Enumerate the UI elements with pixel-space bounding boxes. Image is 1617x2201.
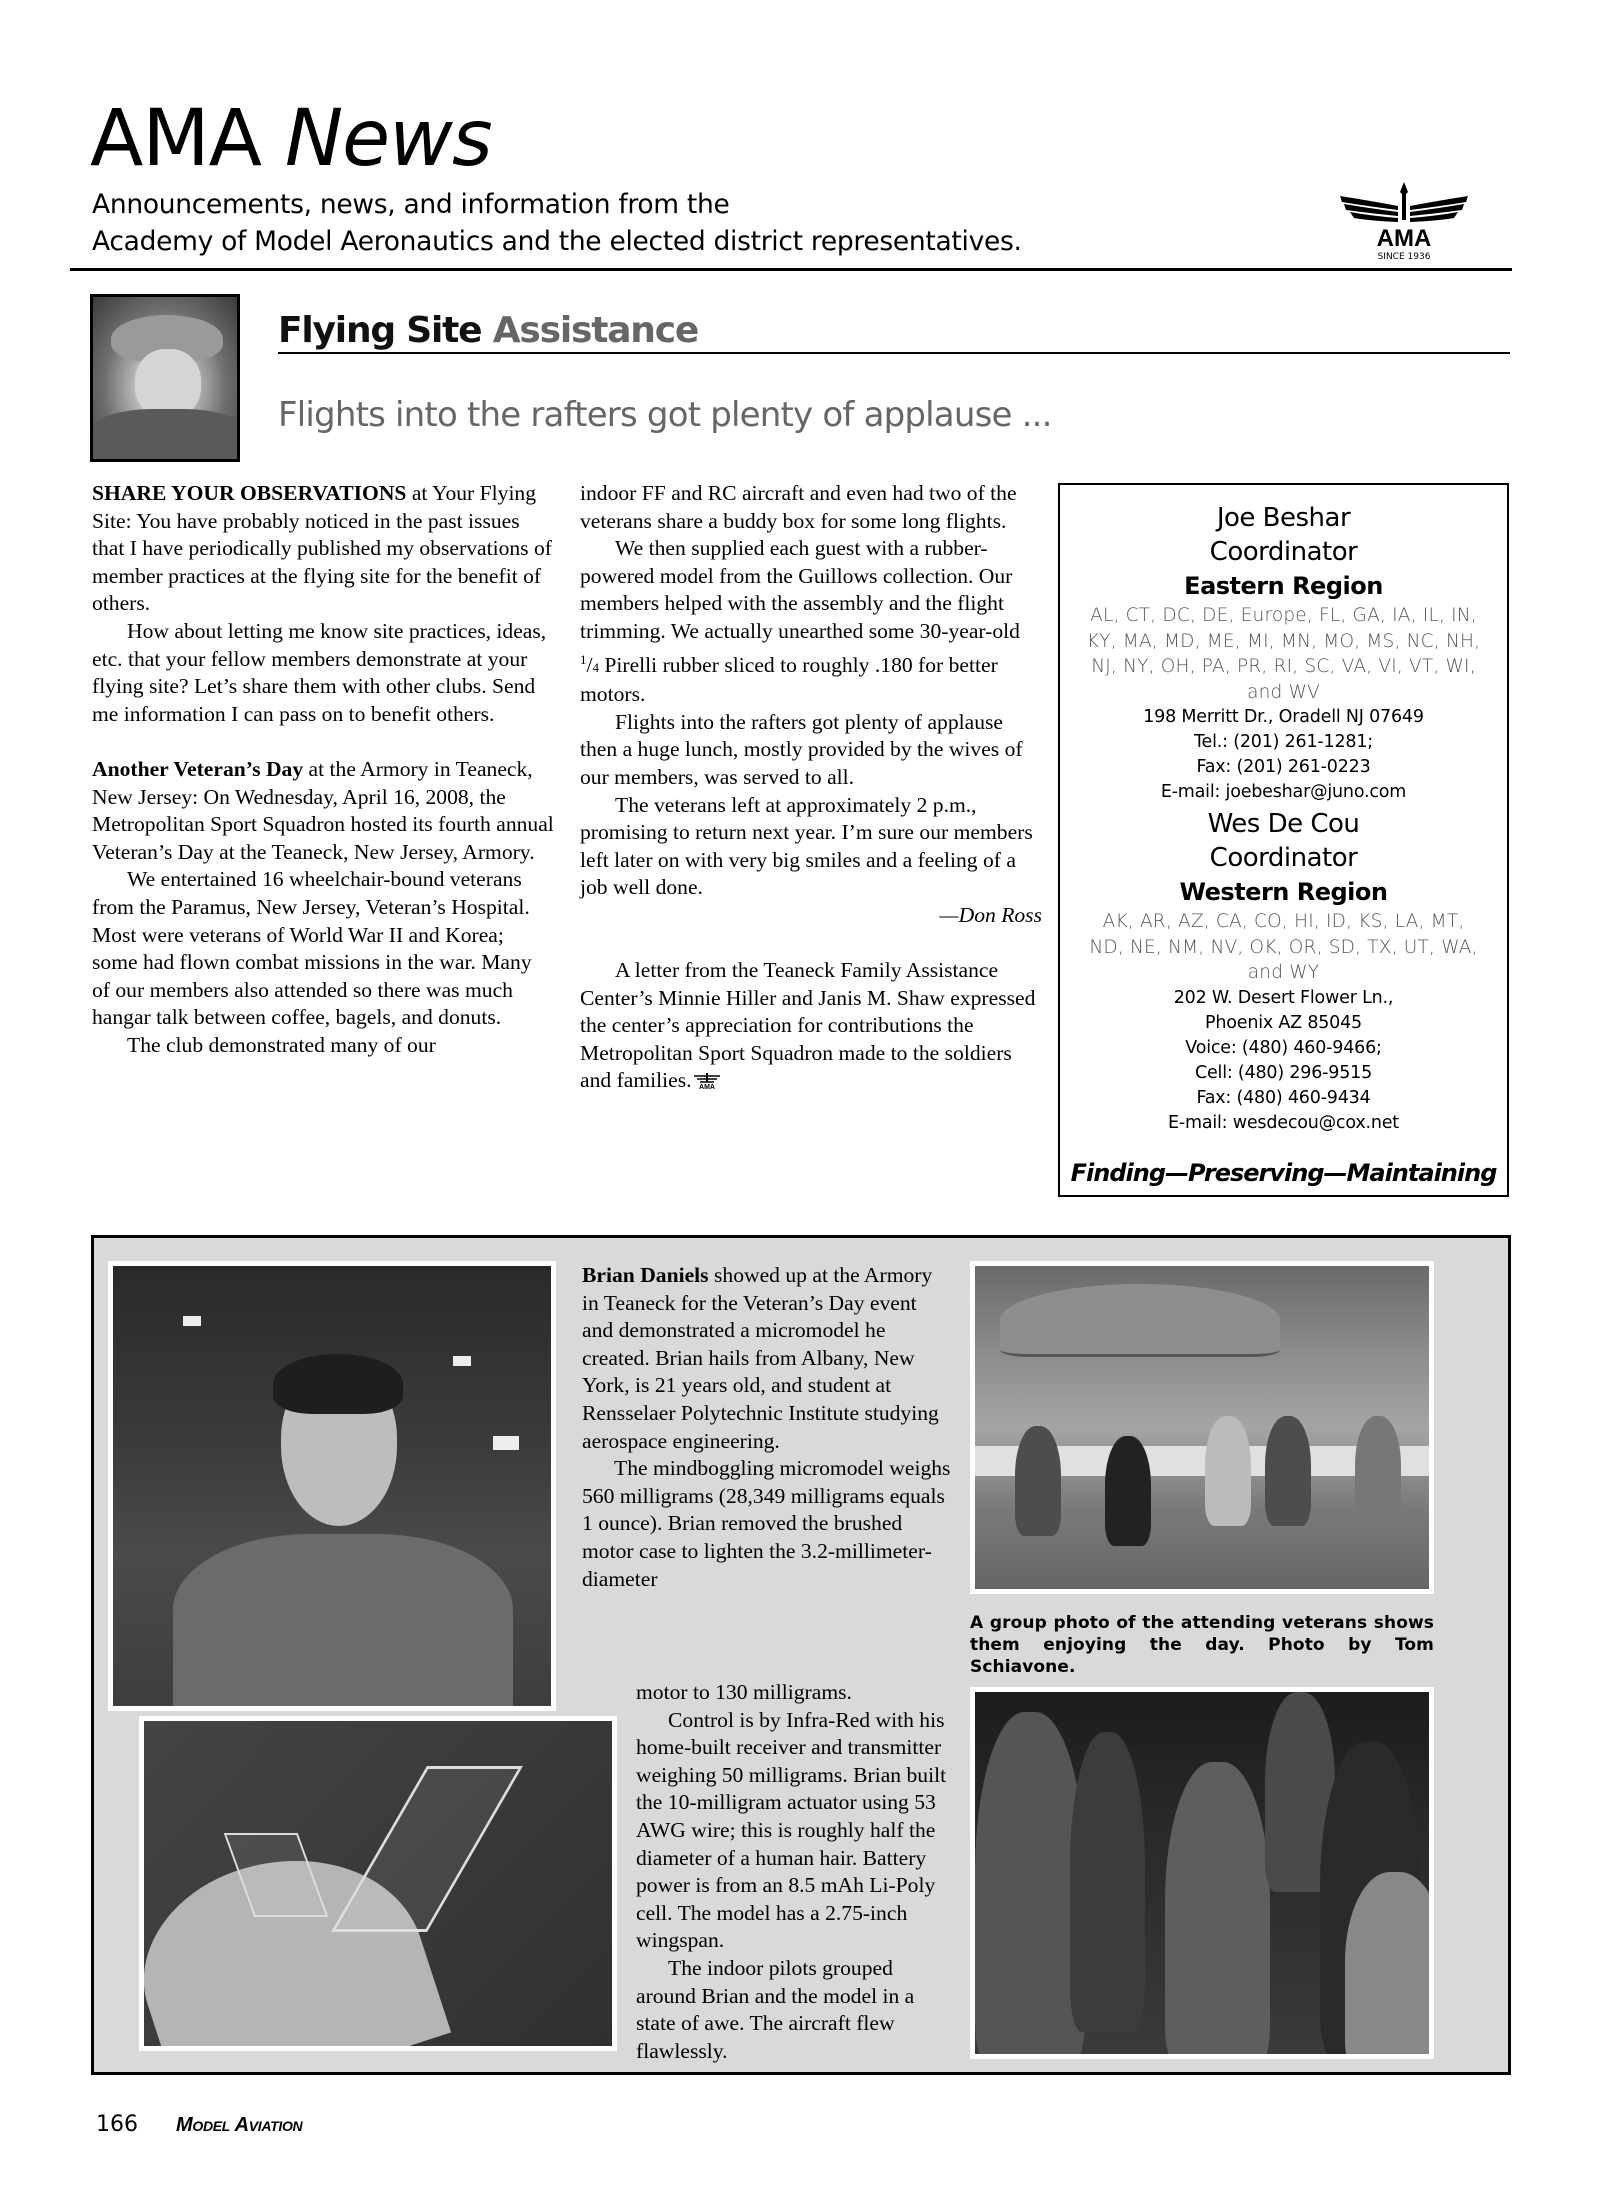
ama-end-mark-icon	[692, 1073, 722, 1089]
fraction-numerator: 1	[580, 651, 587, 667]
header-divider	[70, 268, 1512, 271]
article-paragraph	[580, 957, 1042, 1095]
person-shape	[1355, 1416, 1401, 1526]
column-title	[278, 310, 699, 351]
person-shape	[975, 1712, 1085, 2059]
photo-micromodel	[139, 1716, 617, 2051]
publication-name: Model Aviation	[176, 2114, 303, 2136]
person-shape	[1070, 1732, 1145, 2032]
article-paragraph	[92, 756, 554, 866]
contact-address: 202 W. Desert Flower Ln.,	[1173, 987, 1394, 1008]
article-column-2	[580, 480, 1042, 1095]
sidebar-paragraph: motor to 130 milligrams.	[636, 1680, 852, 1704]
article-paragraph: We then supplied each guest with a rubber-powered model from the Guillows collection. Our members helped with the assembly and the flight trimming. We actually unearthed some 30-year-old $^1$/4 Pirelli rubber sliced to roughly .180 for better motors.	[580, 536, 1020, 707]
contact-email-link[interactable]: E-mail: joebeshar@juno.com	[1160, 782, 1407, 802]
author-headshot	[90, 294, 240, 462]
article-paragraph: The veterans left at approximately 2 p.m., promising to return next year. I’m sure our members left later on with very big smiles and a feeling of a job well done.	[580, 792, 1033, 900]
contact-city: Phoenix AZ 85045	[1205, 1012, 1362, 1033]
article-paragraph: We entertained 16 wheelchair-bound veterans from the Paramus, New Jersey, Veteran’s Hospital. Most were veterans of World War II and Korea; some had flown combat missions in the war. Many of our members also attended so there was much hangar talk between coffee, bagels, and donuts.	[92, 867, 532, 1030]
article-paragraph: The club demonstrated many of our	[127, 1032, 436, 1057]
contact-states: AK, AR, AZ, CA, CO, HI, ID, KS, LA, MT, ND, NE, NM, NV, OK, OR, SD, TX, UT, WA, and WY	[1089, 911, 1478, 983]
shirt-shape	[93, 409, 240, 459]
article-column-1	[92, 480, 554, 1059]
logo-since: SINCE 1936	[1377, 252, 1431, 262]
contact-name: Wes De Cou	[1207, 809, 1360, 839]
paragraph-lead: Another Veteran’s Day	[92, 756, 304, 781]
author-signoff: —Don Ross	[939, 902, 1042, 927]
person-shape	[1205, 1416, 1251, 1526]
ama-wings-logo-icon	[1336, 180, 1472, 262]
column-title-light: Assistance	[492, 310, 699, 351]
masthead-title-ama: AMA	[90, 94, 262, 184]
paragraph-text: Pirelli rubber sliced to roughly .180 for better motors.	[580, 652, 998, 707]
contact-western	[1060, 805, 1507, 1136]
contact-states: AL, CT, DC, DE, Europe, FL, GA, IA, IL, IN, KY, MA, MD, ME, MI, MN, MO, MS, NC, NH, NJ, NY, OH, PA, PR, RI, SC, VA, VI, VT, WI, and WV	[1086, 605, 1481, 703]
person-shape	[1165, 1762, 1270, 2059]
column-subtitle: Flights into the rafters got plenty of applause ...	[278, 395, 1052, 435]
sidebar-text-block-continued	[636, 1679, 956, 2065]
contact-address: 198 Merritt Dr., Oradell NJ 07649	[1143, 707, 1424, 727]
photo-caption: A group photo of the attending veterans shows them enjoying the day. Photo by Tom Schiavone.	[970, 1613, 1434, 1677]
person-shape	[1105, 1436, 1151, 1546]
ceiling-light	[453, 1356, 471, 1366]
ama-logo	[1336, 180, 1472, 262]
svg-text:AMA: AMA	[698, 1084, 715, 1090]
article-paragraph: How about letting me know site practices, ideas, etc. that your fellow members demonstrate at your flying site? Let’s share them with other clubs. Send me information I can pass on to benefit others.	[92, 618, 547, 726]
paragraph-text: at Your Flying Site: You have probably noticed in the past issues that I have periodically published my observations of member practices at the flying site for the benefit of others.	[92, 481, 552, 616]
contact-eastern	[1060, 485, 1507, 805]
contact-region: Western Region	[1179, 878, 1388, 906]
person-shape	[1345, 1872, 1434, 2059]
person-shape	[1265, 1416, 1311, 1526]
article-paragraph: indoor FF and RC aircraft and even had two of the veterans share a buddy box for some long flights.	[580, 481, 1017, 533]
tagline-line-1: Announcements, news, and information from the	[92, 189, 730, 220]
fraction-denominator: 4	[592, 659, 599, 675]
paragraph-lead: Brian Daniels	[582, 1263, 709, 1287]
contact-email-link[interactable]: E-mail: wesdecou@cox.net	[1168, 1112, 1399, 1133]
contact-name: Joe Beshar	[1216, 503, 1351, 533]
column-title-rule	[278, 352, 1510, 354]
contact-role: Coordinator	[1209, 843, 1358, 873]
photo-pilots-group	[970, 1687, 1434, 2059]
masthead-title-news: News	[284, 94, 492, 184]
photo-veterans-group	[970, 1261, 1434, 1594]
article-paragraph	[92, 480, 554, 618]
masthead-tagline	[92, 186, 1022, 260]
sidebar-paragraph: The mindboggling micromodel weighs 560 milligrams (28,349 milligrams equals 1 ounce). Brian removed the brushed motor case to lighten the 3.2-millimeter-diameter	[582, 1456, 951, 1591]
person-shape	[1015, 1426, 1061, 1536]
paragraph-text: A letter from the Teaneck Family Assistance Center’s Minnie Hiller and Janis M. Shaw expressed the center’s appreciation for contributions the Metropolitan Sport Squadron made to the soldiers and families.	[580, 958, 1036, 1093]
logo-text: AMA	[1376, 225, 1432, 252]
contact-fax: Fax: (480) 460-9434	[1196, 1087, 1371, 1108]
wing-shape	[331, 1766, 523, 1932]
torso-shape	[173, 1534, 513, 1711]
column-title-bold: Flying Site	[278, 310, 482, 351]
article-paragraph: Flights into the rafters got plenty of applause then a huge lunch, mostly provided by the wives of our members, was served to all.	[580, 709, 1023, 789]
photo-brian-daniels	[108, 1261, 556, 1711]
paragraph-text: showed up at the Armory in Teaneck for the Veteran’s Day event and demonstrated a micromodel he created. Brian hails from Albany, New York, is 21 years old, and student at Rensselaer Polytechnic Institute studying aerospace engineering.	[582, 1263, 939, 1453]
sidebar-paragraph	[582, 1262, 952, 1455]
hair-shape	[273, 1354, 403, 1414]
paragraph-text: at the Armory in Teaneck, New Jersey: On Wednesday, April 16, 2008, the Metropolitan Sport Squadron hosted its fourth annual Veteran’s Day at the Teaneck, New Jersey, Armory.	[92, 756, 554, 864]
district-contacts-box	[1058, 483, 1509, 1197]
sidebar-text-block	[582, 1262, 952, 1593]
ceiling-light	[183, 1316, 201, 1326]
contact-cell: Cell: (480) 296-9515	[1194, 1062, 1373, 1083]
contact-voice: Voice: (480) 460-9466;	[1185, 1037, 1382, 1058]
contact-region: Eastern Region	[1184, 572, 1383, 600]
contact-role: Coordinator	[1209, 537, 1358, 567]
paragraph-gap	[580, 930, 1042, 958]
sidebar-paragraph: The indoor pilots grouped around Brian and the model in a state of awe. The aircraft flew flawlessly.	[636, 1955, 915, 2063]
masthead-title	[90, 94, 492, 184]
kitchen-hood-shape	[1000, 1284, 1280, 1357]
sidebar-paragraph: Control is by Infra-Red with his home-built receiver and transmitter weighing 50 milligrams. Brian built the 10-milligram actuator using 53 AWG wire; this is roughly half the diameter of a human hair. Battery power is from an 8.5 mAh Li-Poly cell. The model has a 2.75-inch wingspan.	[636, 1707, 947, 1953]
motto: Finding—Preserving—Maintaining	[1070, 1158, 1497, 1187]
paragraph-lead: SHARE YOUR OBSERVATIONS	[92, 481, 407, 505]
page-number: 166	[96, 2112, 138, 2137]
paragraph-text: We then supplied each guest with a rubber-powered model from the Guillows collection. Our members helped with the assembly and the flight trimming. We actually unearthed some 30-year-old	[580, 536, 1020, 643]
window-light	[493, 1436, 519, 1450]
paragraph-gap	[92, 728, 554, 756]
contact-phone: Tel.: (201) 261-1281;	[1194, 732, 1373, 752]
contact-fax: Fax: (201) 261-0223	[1196, 757, 1371, 777]
tagline-line-2: Academy of Model Aeronautics and the elected district representatives.	[92, 226, 1022, 257]
